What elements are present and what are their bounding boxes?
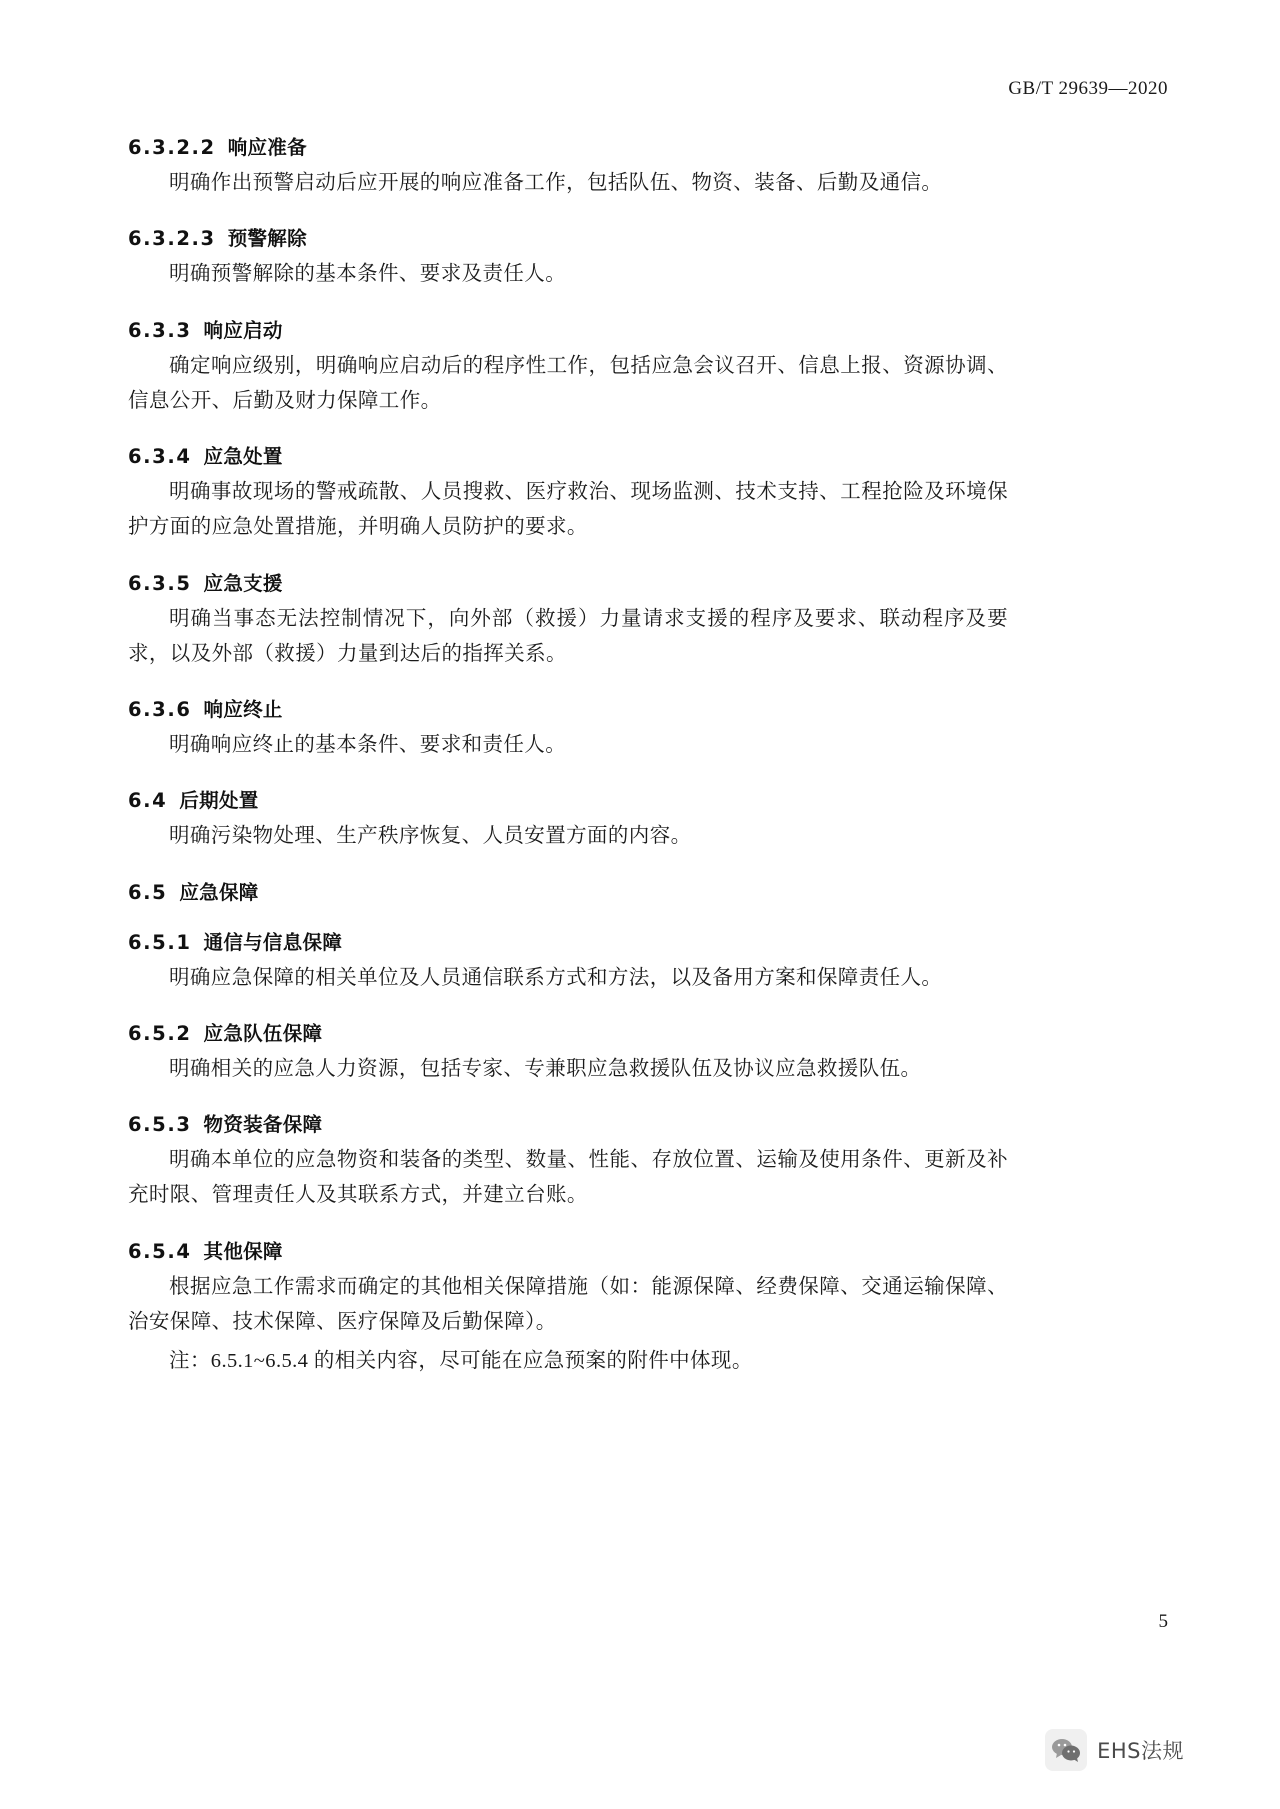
section-paragraph: 明确污染物处理、生产秩序恢复、人员安置方面的内容。 bbox=[169, 825, 692, 848]
document-body bbox=[128, 132, 1008, 1383]
wechat-icon bbox=[1045, 1729, 1087, 1771]
section-heading bbox=[128, 1109, 1008, 1137]
section-paragraph: 明确事故现场的警戒疏散、人员搜救、医疗救治、现场监测、技术支持、工程抢险及环境保护方面的应急处置措施，并明确人员防护的要求。 bbox=[128, 481, 1008, 539]
section-paragraph: 明确当事态无法控制情况下，向外部（救援）力量请求支援的程序及要求、联动程序及要求，以及外部（救援）力量到达后的指挥关系。 bbox=[128, 607, 1008, 665]
section-number: 6.3.6 bbox=[128, 698, 192, 721]
page-header-standard-id: GB/T 29639—2020 bbox=[1008, 78, 1168, 99]
section-heading bbox=[128, 441, 1008, 469]
section-paragraph: 明确应急保障的相关单位及人员通信联系方式和方法，以及备用方案和保障责任人。 bbox=[169, 966, 943, 989]
section-heading bbox=[128, 568, 1008, 596]
section-number: 6.3.4 bbox=[128, 445, 192, 468]
section-title: 应急保障 bbox=[179, 880, 259, 904]
section-number: 6.4 bbox=[128, 789, 168, 813]
section-title: 响应终止 bbox=[203, 698, 283, 721]
section-number: 6.3.3 bbox=[128, 318, 192, 342]
section-heading bbox=[128, 1236, 1008, 1264]
section-heading bbox=[128, 132, 1008, 160]
section-heading bbox=[128, 315, 1008, 343]
section-title: 预警解除 bbox=[227, 227, 307, 251]
section-paragraph: 明确响应终止的基本条件、要求和责任人。 bbox=[169, 734, 567, 756]
section-paragraph: 确定响应级别，明确响应启动后的程序性工作，包括应急会议召开、信息上报、资源协调、信息公开、后勤及财力保障工作。 bbox=[128, 354, 1008, 412]
section-title: 应急处置 bbox=[203, 445, 283, 468]
section-number: 6.5 bbox=[128, 880, 168, 904]
section-number: 6.5.4 bbox=[128, 1239, 192, 1263]
section-heading bbox=[128, 785, 1008, 813]
section-paragraph: 根据应急工作需求而确定的其他相关保障措施（如：能源保障、经费保障、交通运输保障、治安保障、技术保障、医疗保障及后勤保障）。 bbox=[128, 1275, 1008, 1333]
section-paragraph: 明确作出预警启动后应开展的响应准备工作，包括队伍、物资、装备、后勤及通信。 bbox=[169, 172, 943, 194]
section-title: 应急支援 bbox=[203, 571, 283, 595]
watermark-label: EHS法规 bbox=[1097, 1739, 1184, 1763]
section-title: 通信与信息保障 bbox=[203, 930, 343, 954]
section-title: 其他保障 bbox=[203, 1239, 283, 1263]
section-number: 6.3.2.3 bbox=[128, 227, 216, 251]
section-heading bbox=[128, 877, 1008, 905]
section-title: 响应准备 bbox=[227, 136, 307, 159]
section-heading bbox=[128, 927, 1008, 955]
section-title: 物资装备保障 bbox=[203, 1113, 323, 1136]
section-heading bbox=[128, 694, 1008, 722]
section-paragraph: 明确相关的应急人力资源，包括专家、专兼职应急救援队伍及协议应急救援队伍。 bbox=[169, 1057, 922, 1080]
section-title: 响应启动 bbox=[203, 318, 283, 342]
section-number: 6.3.5 bbox=[128, 571, 192, 595]
section-number: 6.5.1 bbox=[128, 930, 192, 954]
section-heading bbox=[128, 223, 1008, 251]
section-number: 6.5.2 bbox=[128, 1021, 192, 1045]
section-title: 后期处置 bbox=[179, 789, 259, 813]
section-paragraph: 明确预警解除的基本条件、要求及责任人。 bbox=[169, 263, 567, 286]
section-paragraph: 明确本单位的应急物资和装备的类型、数量、性能、存放位置、运输及使用条件、更新及补充时限、管理责任人及其联系方式，并建立台账。 bbox=[128, 1149, 1008, 1207]
section-title: 应急队伍保障 bbox=[203, 1021, 323, 1045]
page-number: 5 bbox=[1158, 1611, 1168, 1632]
section-number: 6.5.3 bbox=[128, 1113, 192, 1136]
section-note: 注：6.5.1~6.5.4 的相关内容，尽可能在应急预案的附件中体现。 bbox=[169, 1350, 753, 1372]
watermark bbox=[1045, 1729, 1184, 1771]
section-number: 6.3.2.2 bbox=[128, 136, 216, 159]
section-heading bbox=[128, 1018, 1008, 1046]
